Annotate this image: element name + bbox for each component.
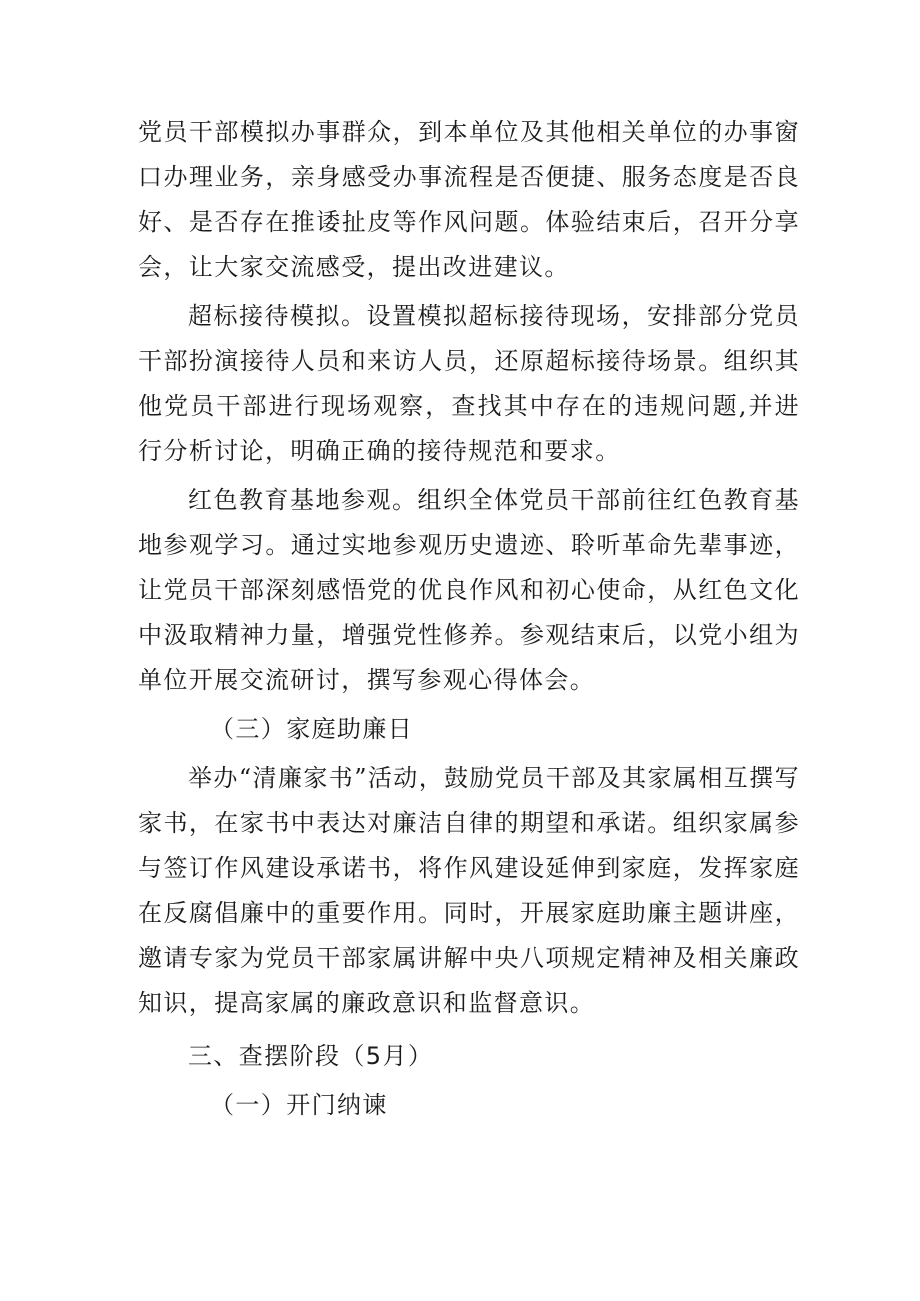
document-body xyxy=(138,110,800,1128)
paragraph-handling-experience: 党员干部模拟办事群众，到本单位及其他相关单位的办事窗口办理业务，亲身感受办事流程是否便捷、服务态度是否良好、是否存在推诿扯皮等作风问题。体验结束后，召开分享会，让大家交流感受，提出改进建议。 xyxy=(138,118,800,281)
section-heading-family-integrity-day: （三）家庭助廉日 xyxy=(210,715,414,743)
paragraph-family-letters: 举办“清廉家书”活动，鼓励党员干部及其家属相互撰写家书，在家书中表达对廉洁自律的期望和承诺。组织家属参与签订作风建设承诺书，将作风建设延伸到家庭，发挥家庭在反腐倡廉中的重要作用。同时，开展家庭助廉主题讲座，邀请专家为党员干部家属讲解中央八项规定精神及相关廉政知识，提高家属的廉政意识和监督意识。 xyxy=(138,764,800,1017)
section-heading-review-stage: 三、查摆阶段（5月） xyxy=(188,1042,434,1070)
paragraph-red-education-visit: 红色教育基地参观。组织全体党员干部前往红色教育基地参观学习。通过实地参观历史遗迹、聆听革命先辈事迹，让党员干部深刻感悟党的优良作风和初心使命，从红色文化中汲取精神力量，增强党性修养。参观结束后，以党小组为单位开展交流研讨，撰写参观心得体会。 xyxy=(138,486,800,694)
paragraph-reception-simulation: 超标接待模拟。设置模拟超标接待现场，安排部分党员干部扮演接待人员和来访人员，还原超标接待场景。组织其他党员干部进行现场观察，查找其中存在的违规问题,并进行分析讨论，明确正确的接待规范和要求。 xyxy=(138,302,800,465)
section-heading-open-door-advice: （一）开门纳谏 xyxy=(210,1091,388,1119)
